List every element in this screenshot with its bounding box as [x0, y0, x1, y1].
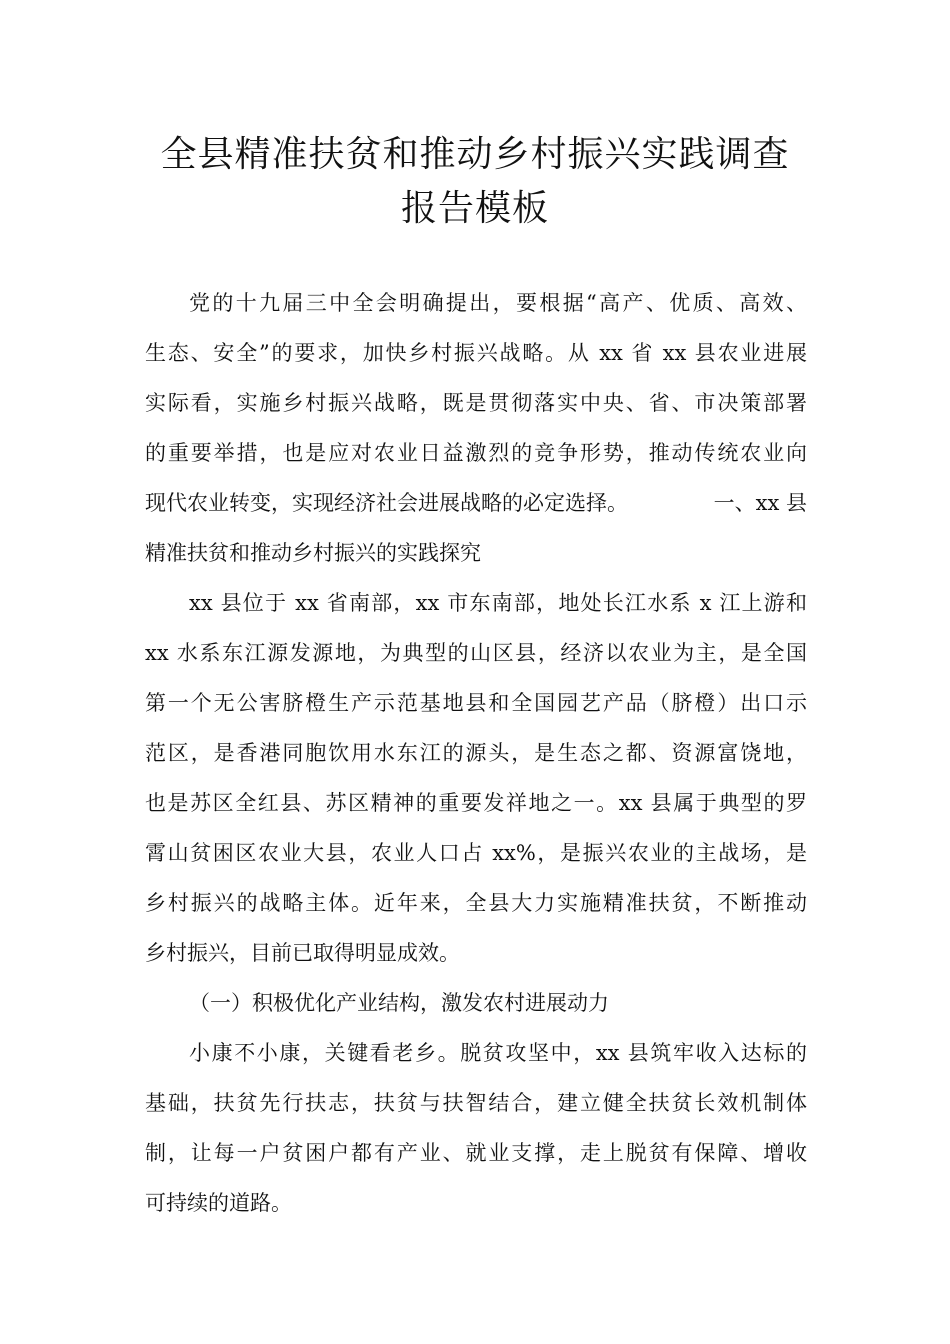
body-line: 范区，是香港同胞饮用水东江的源头，是生态之都、资源富饶地， — [145, 741, 807, 765]
body-line: 小康不小康，关键看老乡。脱贫攻坚中，xx 县筑牢收入达标的 — [189, 1041, 807, 1065]
body-line: 党的十九届三中全会明确提出，要根据“高产、优质、高效、 — [189, 291, 807, 315]
body-line: 第一个无公害脐橙生产示范基地县和全国园艺产品（脐橙）出口示 — [145, 691, 807, 715]
document-title — [120, 128, 830, 236]
body-line: 的重要举措，也是应对农业日益激烈的竞争形势，推动传统农业向 — [145, 441, 807, 465]
section-heading-start: 一、xx 县 — [713, 491, 807, 515]
body-line-text: 现代农业转变，实现经济社会进展战略的必定选择。 — [145, 491, 628, 515]
body-line: 可持续的道路。 — [145, 1191, 292, 1215]
subsection-heading: （一）积极优化产业结构，激发农村进展动力 — [189, 991, 609, 1015]
body-line: xx 水系东江源发源地，为典型的山区县，经济以农业为主，是全国 — [145, 641, 807, 665]
body-line: 实际看，实施乡村振兴战略，既是贯彻落实中央、省、市决策部署 — [145, 391, 807, 415]
body-line-with-heading — [145, 478, 807, 528]
body-line: 基础，扶贫先行扶志，扶贫与扶智结合，建立健全扶贫长效机制体 — [145, 1091, 807, 1115]
body-line: 乡村振兴的战略主体。近年来，全县大力实施精准扶贫，不断推动 — [145, 891, 807, 915]
body-line: 乡村振兴，目前已取得明显成效。 — [145, 941, 460, 965]
section-heading: 精准扶贫和推动乡村振兴的实践探究 — [145, 541, 481, 565]
body-line: 霄山贫困区农业大县，农业人口占 xx%，是振兴农业的主战场，是 — [145, 841, 807, 865]
body-line: 生态、安全”的要求，加快乡村振兴战略。从 xx 省 xx 县农业进展 — [145, 341, 807, 365]
document-body — [145, 278, 807, 1228]
title-line-2: 报告模板 — [400, 188, 549, 229]
body-line: 也是苏区全红县、苏区精神的重要发祥地之一。xx 县属于典型的罗 — [145, 791, 807, 815]
body-line: xx 县位于 xx 省南部，xx 市东南部，地处长江水系 x 江上游和 — [189, 591, 807, 615]
body-line: 制，让每一户贫困户都有产业、就业支撑，走上脱贫有保障、增收 — [145, 1141, 807, 1165]
title-line-1: 全县精准扶贫和推动乡村振兴实践调查 — [160, 134, 790, 175]
